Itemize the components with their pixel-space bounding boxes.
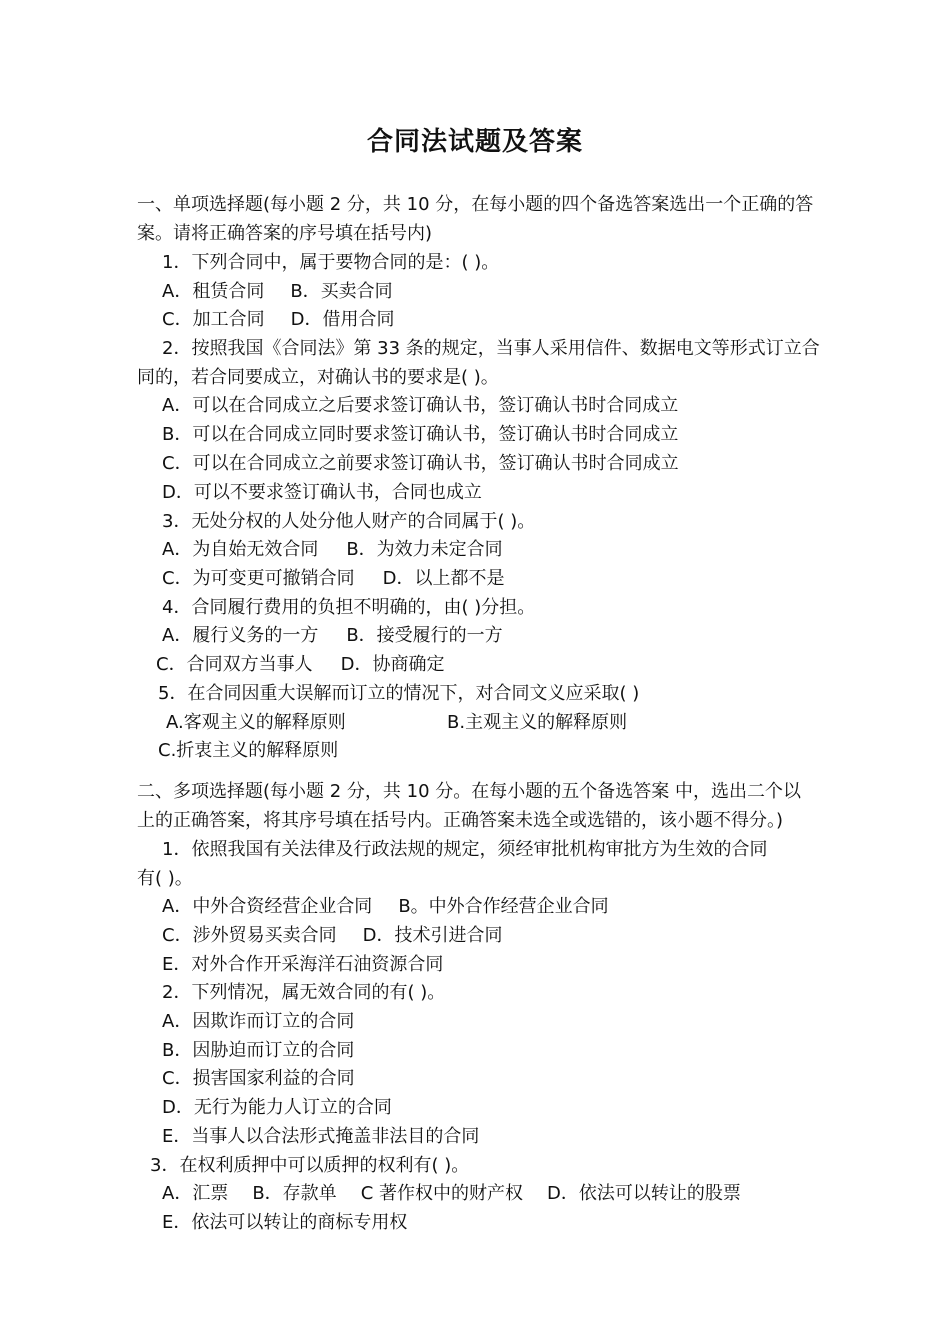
- s2-q3-stem: 3．在权利质押中可以质押的权利有( )。: [150, 1155, 470, 1176]
- s2-q1-option-c: C．涉外贸易买卖合同: [162, 925, 337, 946]
- s2-q3-option-c: C 著作权中的财产权: [360, 1183, 523, 1204]
- s1-q5-option-a: A.客观主义的解释原则: [166, 712, 346, 733]
- section1-heading-line2: 案。请将正确答案的序号填在括号内): [137, 223, 433, 244]
- s1-q5-option-b: B.主观主义的解释原则: [447, 712, 628, 733]
- s1-q4-option-d: D．协商确定: [340, 654, 445, 675]
- s2-q3-options-abcd: [162, 1179, 741, 1208]
- s1-q4-stem: 4．合同履行费用的负担不明确的，由( )分担。: [162, 597, 536, 618]
- s1-q1-option-d: D．借用合同: [290, 309, 395, 330]
- s1-q2-option-b: B．可以在合同成立同时要求签订确认书，签订确认书时合同成立: [162, 424, 679, 445]
- s1-q3-stem: 3．无处分权的人处分他人财产的合同属于( )。: [162, 511, 536, 532]
- section2-heading-line2: 上的正确答案，将其序号填在括号内。正确答案未选全或选错的，该小题不得分。): [137, 810, 784, 831]
- s2-q2-option-e: E．当事人以合法形式掩盖非法目的合同: [162, 1126, 480, 1147]
- s2-q1-option-e: E．对外合作开采海洋石油资源合同: [162, 954, 444, 975]
- s1-q4-option-a: A．履行义务的一方: [162, 625, 319, 646]
- s1-q2-option-a: A．可以在合同成立之后要求签订确认书，签订确认书时合同成立: [162, 395, 679, 416]
- s2-q2-option-d: D．无行为能力人订立的合同: [162, 1097, 392, 1118]
- s1-q4-options-ab: [162, 621, 503, 650]
- s2-q3-option-d: D．依法可以转让的股票: [546, 1183, 741, 1204]
- s1-q5-option-c: C.折衷主义的解释原则: [158, 740, 339, 761]
- s1-q4-options-cd: [156, 650, 444, 679]
- s1-q2-stem-line2: 同的，若合同要成立，对确认书的要求是( )。: [137, 367, 499, 388]
- s2-q1-options-cd: [162, 921, 502, 950]
- s1-q3-option-d: D．以上都不是: [382, 568, 505, 589]
- section2-heading-line1: 二、多项选择题(每小题 2 分，共 10 分。在每小题的五个备选答案 中，选出二个以: [137, 781, 801, 802]
- s2-q1-stem-line1: 1．依照我国有关法律及行政法规的规定，须经审批机构审批方为生效的合同: [162, 839, 768, 860]
- s2-q3-option-a: A．汇票: [162, 1183, 229, 1204]
- s2-q3-option-b: B．存款单: [252, 1183, 337, 1204]
- s1-q3-option-c: C．为可变更可撤销合同: [162, 568, 355, 589]
- s1-q2-option-d: D．可以不要求签订确认书，合同也成立: [162, 482, 482, 503]
- s1-q1-stem: 1．下列合同中，属于要物合同的是：( )。: [162, 252, 500, 273]
- s2-q2-option-c: C．损害国家利益的合同: [162, 1068, 355, 1089]
- s2-q1-option-a: A．中外合资经营企业合同: [162, 896, 373, 917]
- s2-q3-option-e: E．依法可以转让的商标专用权: [162, 1212, 408, 1233]
- s2-q1-option-d: D．技术引进合同: [362, 925, 503, 946]
- s1-q2-stem-line1: 2．按照我国《合同法》第 33 条的规定，当事人采用信件、数据电文等形式订立合: [162, 338, 820, 359]
- s1-q1-option-a: A．租赁合同: [162, 281, 265, 302]
- s1-q4-option-c: C．合同双方当事人: [156, 654, 313, 675]
- s2-q2-stem: 2．下列情况，属无效合同的有( )。: [162, 982, 446, 1003]
- page-title: 合同法试题及答案: [366, 127, 583, 157]
- s1-q2-option-c: C．可以在合同成立之前要求签订确认书，签订确认书时合同成立: [162, 453, 679, 474]
- s1-q3-option-b: B．为效力未定合同: [346, 539, 503, 560]
- s1-q1-option-b: B．买卖合同: [290, 281, 393, 302]
- s1-q4-option-b: B．接受履行的一方: [346, 625, 503, 646]
- s2-q1-options-ab: [162, 892, 609, 921]
- s1-q1-options-ab: [162, 277, 393, 306]
- s2-q1-option-b: B。中外合作经营企业合同: [398, 896, 609, 917]
- s1-q3-options-ab: [162, 535, 503, 564]
- s2-q1-stem-line2: 有( )。: [137, 868, 193, 889]
- s1-q5-stem: 5．在合同因重大误解而订立的情况下，对合同文义应采取( ): [158, 683, 640, 704]
- s1-q1-option-c: C．加工合同: [162, 309, 265, 330]
- section1-heading-line1: 一、单项选择题(每小题 2 分，共 10 分，在每小题的四个备选答案选出一个正确的答: [137, 194, 814, 215]
- s1-q1-options-cd: [162, 305, 394, 334]
- s1-q3-options-cd: [162, 564, 504, 593]
- s1-q3-option-a: A．为自始无效合同: [162, 539, 319, 560]
- s2-q2-option-a: A．因欺诈而订立的合同: [162, 1011, 355, 1032]
- s2-q2-option-b: B．因胁迫而订立的合同: [162, 1040, 355, 1061]
